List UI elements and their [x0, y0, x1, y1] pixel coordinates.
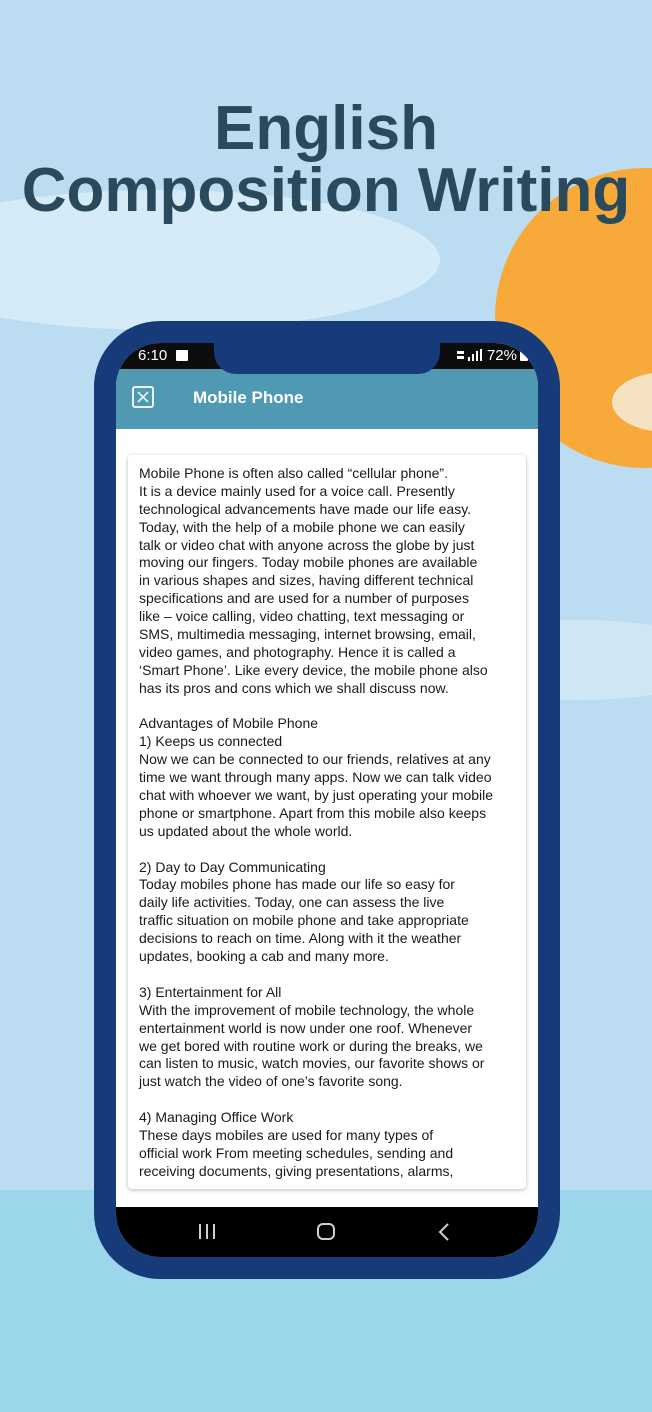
article-body — [139, 465, 523, 1181]
article-line: us updated about the whole world. — [139, 822, 353, 839]
battery-icon — [520, 349, 528, 361]
article-line: receiving documents, giving presentations, alarms, — [139, 1162, 454, 1179]
article-line: traffic situation on mobile phone and take appropriate — [139, 912, 469, 929]
article-line: specifications and are used for a number of purposes — [139, 590, 469, 607]
recent-apps-icon[interactable] — [198, 1223, 216, 1240]
navigation-bar — [116, 1207, 538, 1257]
back-icon[interactable] — [438, 1222, 450, 1242]
article-line: moving our fingers. Today mobile phones are available — [139, 554, 478, 571]
article-line: talk or video chat with anyone across the globe by just — [139, 536, 475, 553]
promo-title-line2: Composition Writing — [21, 156, 631, 225]
article-line: updates, booking a cab and many more. — [139, 948, 389, 965]
article-line: SMS, multimedia messaging, internet browsing, email, — [139, 626, 476, 643]
article-line: 3) Entertainment for All — [139, 983, 282, 1000]
article-card[interactable] — [128, 455, 526, 1189]
article-line: 2) Day to Day Communicating — [139, 858, 326, 875]
battery-percent: 72% — [486, 347, 517, 364]
article-line: Advantages of Mobile Phone — [139, 715, 319, 732]
article-line: Mobile Phone is often also called “cellular phone”. — [139, 465, 448, 481]
close-icon — [137, 391, 149, 403]
article-line: official work From meeting schedules, sending and — [139, 1144, 454, 1161]
article-line: decisions to reach on time. Along with it the weather — [139, 930, 462, 947]
article-line: Now we can be connected to our friends, relatives at any — [139, 751, 491, 768]
page-title: Mobile Phone — [193, 388, 304, 407]
app-bar — [116, 369, 538, 429]
promo-title — [0, 94, 652, 225]
article-line: Today, with the help of a mobile phone we can easily — [139, 518, 465, 535]
article-line: just watch the video of one’s favorite song. — [139, 1073, 403, 1090]
article-line — [139, 1091, 523, 1109]
status-right — [457, 347, 528, 364]
article-line: has its pros and cons which we shall discuss now. — [139, 679, 449, 696]
article-line: chat with whoever we want, by just operating your mobile — [139, 787, 494, 804]
close-button[interactable] — [132, 386, 154, 408]
article-line: we get bored with routine work or during the breaks, we — [139, 1037, 483, 1054]
article-line: like – voice calling, video chatting, text messaging or — [139, 608, 465, 625]
article-line: entertainment world is now under one roof. Whenever — [139, 1019, 473, 1036]
article-line: technological advancements have made our life easy. — [139, 500, 472, 517]
article-line: in various shapes and sizes, having different technical — [139, 572, 474, 589]
article-line: time we want through many apps. Now we can talk video — [139, 769, 492, 786]
promo-title-line1: English — [214, 94, 438, 163]
article-line: It is a device mainly used for a voice call. Presently — [139, 482, 455, 499]
article-line — [139, 841, 523, 859]
article-line: phone or smartphone. Apart from this mobile also keeps — [139, 804, 487, 821]
article-line: 1) Keeps us connected — [139, 733, 283, 750]
camera-notch — [214, 343, 440, 374]
article-line: These days mobiles are used for many types of — [139, 1126, 434, 1143]
phone-screen — [116, 343, 538, 1257]
article-line — [139, 698, 523, 716]
article-line: ‘Smart Phone’. Like every device, the mobile phone also — [139, 661, 488, 678]
gallery-notification-icon — [176, 350, 188, 361]
article-line: video games, and photography. Hence it is called a — [139, 643, 456, 660]
article-line: With the improvement of mobile technology, the whole — [139, 1001, 475, 1018]
home-icon[interactable] — [317, 1223, 335, 1240]
article-line: Today mobiles phone has made our life so easy for — [139, 876, 455, 893]
status-time: 6:10 — [138, 347, 168, 364]
article-line: 4) Managing Office Work — [139, 1109, 294, 1126]
article-line: daily life activities. Today, one can assess the live — [139, 894, 445, 911]
phone-frame — [94, 321, 560, 1279]
article-line — [139, 966, 523, 984]
article-line: can listen to music, watch movies, our favorite shows or — [139, 1055, 485, 1072]
signal-icon — [457, 349, 483, 361]
